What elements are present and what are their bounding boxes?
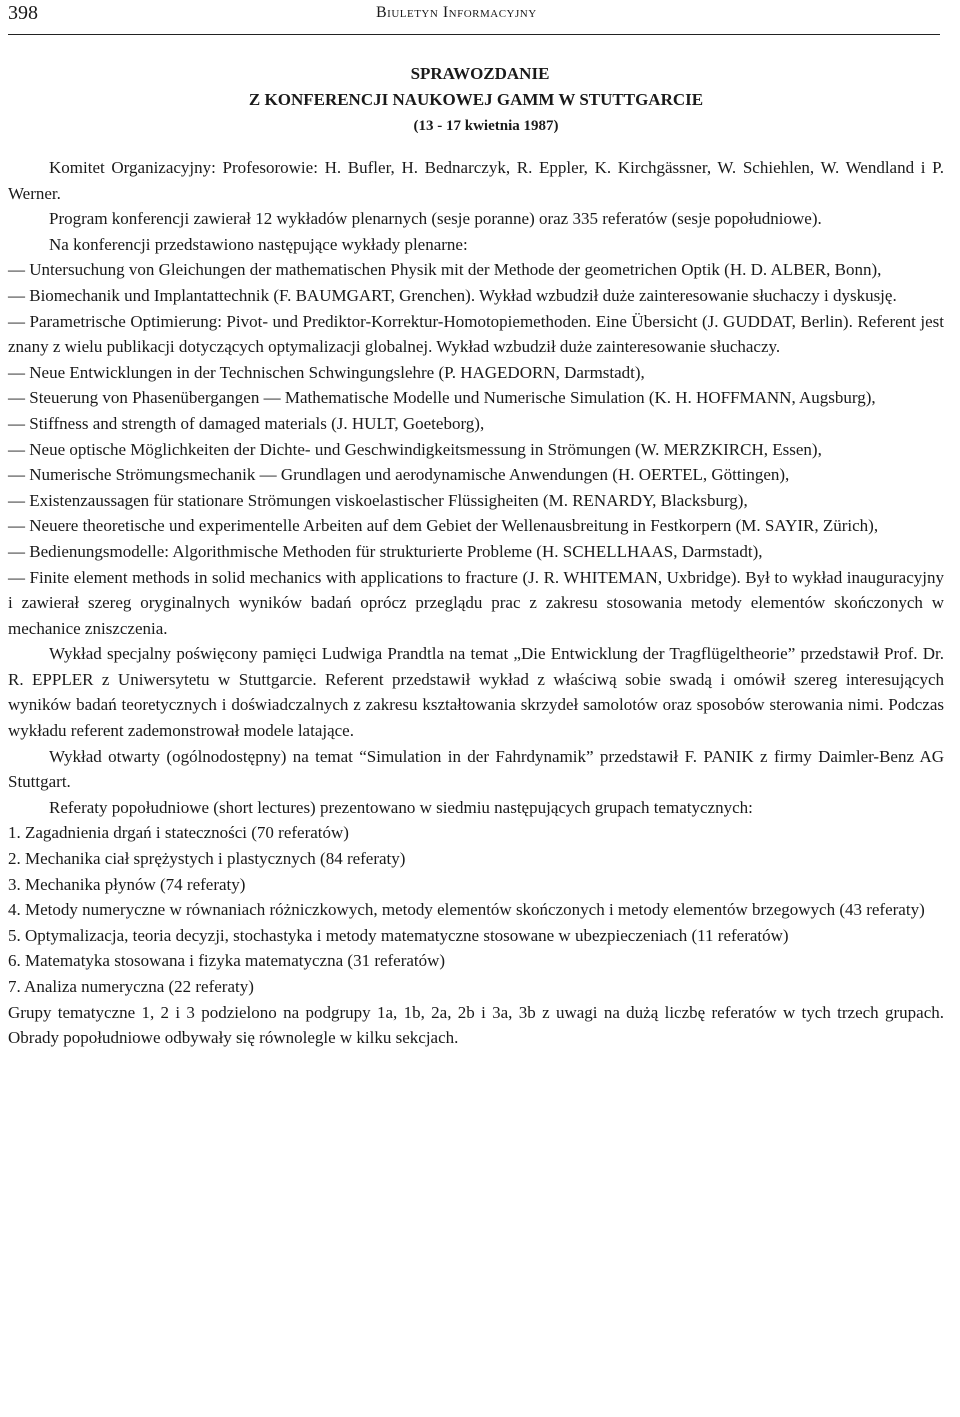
program-paragraph: Program konferencji zawierał 12 wykładów plenarnych (sesje poranne) oraz 335 referatów (sesje popołudniowe). [49,209,822,229]
closing-paragraph: Grupy tematyczne 1, 2 i 3 podzielono na podgrupy 1a, 1b, 2a, 2b i 3a, 3b z uwagi na dużą liczbę referatów w tych trzech grupach. Obrady popołudniowe odbywały się równolegle w kilku sekcjach. [8,1002,944,1048]
plenary-lecture: — Untersuchung von Gleichungen der mathematischen Physik mit der Methode der geometrichen Optik (H. D. ALBER, Bonn), [8,260,882,280]
plenary-lecture: — Existenzaussagen für stationare Strömungen viskoelastischer Flüssigheiten (M. RENARDY, Blacksburg), [8,490,748,510]
thematic-group: 4. Metody numeryczne w równaniach różniczkowych, metody elementów skończonych i metody elementów brzegowych (43 referaty) [8,900,925,920]
title-line-3: (13 - 17 kwietnia 1987) [413,118,559,134]
committee-paragraph: Komitet Organizacyjny: Profesorowie: H. Bufler, H. Bednarczyk, R. Eppler, K. Kirchgässner, W. Schiehlen, W. Wendland i P. Werner. [8,158,944,203]
prandtl-lecture-paragraph: Wykład specjalny poświęcony pamięci Ludwiga Prandtla na temat „Die Entwicklung der Tragflügeltheorie” przedstawił Prof. Dr. R. EPPLER z Uniwersytetu w Stuttgarcie. Referent przedstawił wykład z właściwą sobie swadą i omówił szereg interesujących wyników badań teoretycznych i doświadczalnych z zakresu kształtowania skrzydeł samolotów oraz sposobów sterowania nimi. Podczas wykładu referent zademonstrował modele latające. [8,644,944,741]
running-title: Biuletyn Informacyjny [376,4,537,21]
plenary-lecture: — Neue Entwicklungen in der Technischen Schwingungslehre (P. HAGEDORN, Darmstadt), [8,362,645,382]
title-line-1: SPRAWOZDANIE [410,64,550,83]
plenary-lecture: — Neuere theoretische und experimentelle Arbeiten auf dem Gebiet der Wellenausbreitung in Festkorpern (M. SAYIR, Zürich), [8,516,879,536]
short-lectures-intro: Referaty popołudniowe (short lectures) prezentowano w siedmiu następujących grupach tematycznych: [49,797,753,817]
thematic-group: 3. Mechanika płynów (74 referaty) [8,874,246,894]
plenary-lecture: — Parametrische Optimierung: Pivot- und Prediktor-Korrektur-Homotopiemethoden. Eine Übersicht (J. GUDDAT, Berlin). Referent jest znany z wielu publikacji dotyczących optymalizacji globalnej. Wykład wzbudził duże zainteresowanie słuchaczy. [8,311,944,357]
article-body [8,155,944,1051]
open-lecture-paragraph: Wykład otwarty (ogólnodostępny) na temat “Simulation in der Fahrdynamik” przedstawił F. PANIK z firmy Daimler-Benz AG Stuttgart. [8,746,944,792]
thematic-group-list [8,820,944,999]
plenary-lecture-list [8,257,944,641]
plenary-lecture: — Neue optische Möglichkeiten der Dichte- und Geschwindigkeitsmessung in Strömungen (W. MERZKIRCH, Essen), [8,439,822,459]
title-line-2: Z KONFERENCJI NAUKOWEJ GAMM W STUTTGARCIE [248,90,704,109]
plenary-lecture: — Numerische Strömungsmechanik — Grundlagen und aerodynamische Anwendungen (H. OERTEL, Göttingen), [8,465,790,485]
plenary-lecture: — Steuerung von Phasenübergangen — Mathematische Modelle und Numerische Simulation (K. H. HOFFMANN, Augsburg), [8,388,876,408]
plenary-intro: Na konferencji przedstawiono następujące wykłady plenarne: [49,234,468,254]
plenary-lecture: — Stiffness and strength of damaged materials (J. HULT, Goeteborg), [8,413,485,433]
plenary-lecture: — Finite element methods in solid mechanics with applications to fracture (J. R. WHITEMAN, Uxbridge). Był to wykład inauguracyjny i zawierał szereg oryginalnych wyników badań oprócz przeglądu prac z zakresu stosowania metody elementów skończonych w mechanice zniszczenia. [8,567,944,638]
thematic-group: 1. Zagadnienia drgań i stateczności (70 referatów) [8,823,349,843]
report-title [8,61,944,139]
thematic-group: 6. Matematyka stosowana i fizyka matematyczna (31 referatów) [8,951,446,971]
thematic-group: 5. Optymalizacja, teoria decyzji, stochastyka i metody matematyczne stosowane w ubezpieczeniach (11 referatów) [8,925,789,945]
thematic-group: 2. Mechanika ciał sprężystych i plastycznych (84 referaty) [8,849,406,869]
plenary-lecture: — Biomechanik und Implantattechnik (F. BAUMGART, Grenchen). Wykład wzbudził duże zainteresowanie słuchaczy i dyskusję. [8,285,897,305]
page-number: 398 [8,2,38,24]
thematic-group: 7. Analiza numeryczna (22 referaty) [8,977,254,996]
plenary-lecture: — Bedienungsmodelle: Algorithmische Methoden für strukturierte Probleme (H. SCHELLHAAS, Darmstadt), [8,541,763,561]
running-header [8,0,940,35]
